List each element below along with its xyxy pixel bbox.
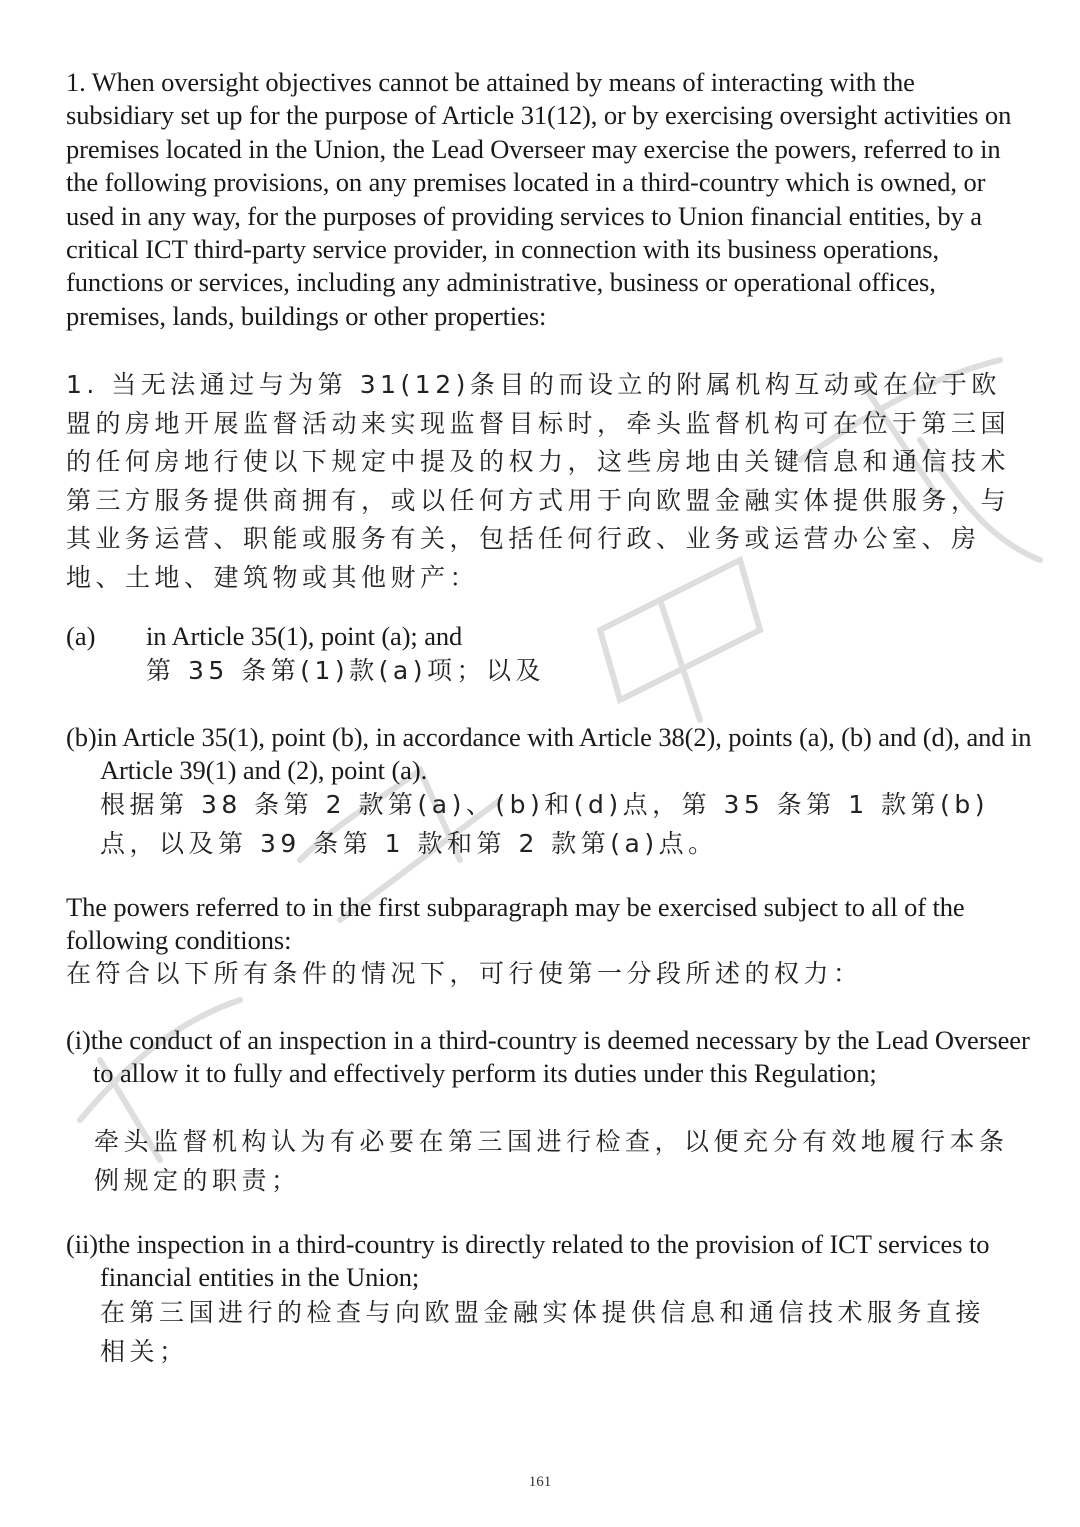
conditions-zh: 在符合以下所有条件的情况下，可行使第一分段所述的权力： (66, 959, 863, 988)
item-a-zh: 第 35 条第(1)款(a)项；以及 (146, 656, 545, 685)
item-i-zh: 牵头监督机构认为有必要在第三国进行检查，以便充分有效地履行本条例规定的职责； (94, 1127, 1009, 1195)
item-ii-en: (ii)the inspection in a third-country is directly related to the provision of ICT services to financial entities in the Union; (66, 1229, 990, 1293)
conditions-en: The powers referred to in the first subparagraph may be exercised subject to all of the following conditions: (66, 892, 965, 956)
item-a-label: (a) (66, 621, 96, 651)
item-b-zh: 根据第 38 条第 2 款第(a)、(b)和(d)点，第 35 条第 1 款第(b)点，以及第 39 条第 1 款和第 2 款第(a)点。 (100, 790, 989, 858)
para1-zh: 1. 当无法通过与为第 31(12)条目的而设立的附属机构互动或在位于欧盟的房地开展监督活动来实现监督目标时，牵头监督机构可在位于第三国的任何房地行使以下规定中提及的权力，这些房地由关键信息和通信技术第三方服务提供商拥有，或以任何方式用于向欧盟金融实体提供服务，与其业务运营、职能或服务有关，包括任何行政、业务或运营办公室、房地、土地、建筑物或其他财产： (66, 370, 1011, 592)
item-i-en: (i)the conduct of an inspection in a third-country is deemed necessary by the Lead Overseer to allow it to fully and effectively perform its duties under this Regulation; (66, 1025, 1030, 1089)
para1-en: 1. When oversight objectives cannot be attained by means of interacting with the subsidiary set up for the purpose of Article 31(12), or by exercising oversight activities on premises located in the Union, the Lead Overseer may exercise the powers, referred to in the following provisions, on any premises located in a third-country which is owned, or used in any way, for the purposes of providing services to Union financial entities, by a critical ICT third-party service provider, in connection with its business operations, functions or services, including any administrative, business or operational offices, premises, lands, buildings or other properties: (66, 67, 1012, 331)
page-number: 161 (528, 1474, 552, 1490)
item-ii-zh: 在第三国进行的检查与向欧盟金融实体提供信息和通信技术服务直接相关； (100, 1298, 986, 1366)
item-b-en: (b)in Article 35(1), point (b), in accordance with Article 38(2), points (a), (b) and (d), and in Article 39(1) and (2), point (a). (66, 722, 1032, 786)
item-a-en: in Article 35(1), point (a); and (146, 621, 463, 651)
